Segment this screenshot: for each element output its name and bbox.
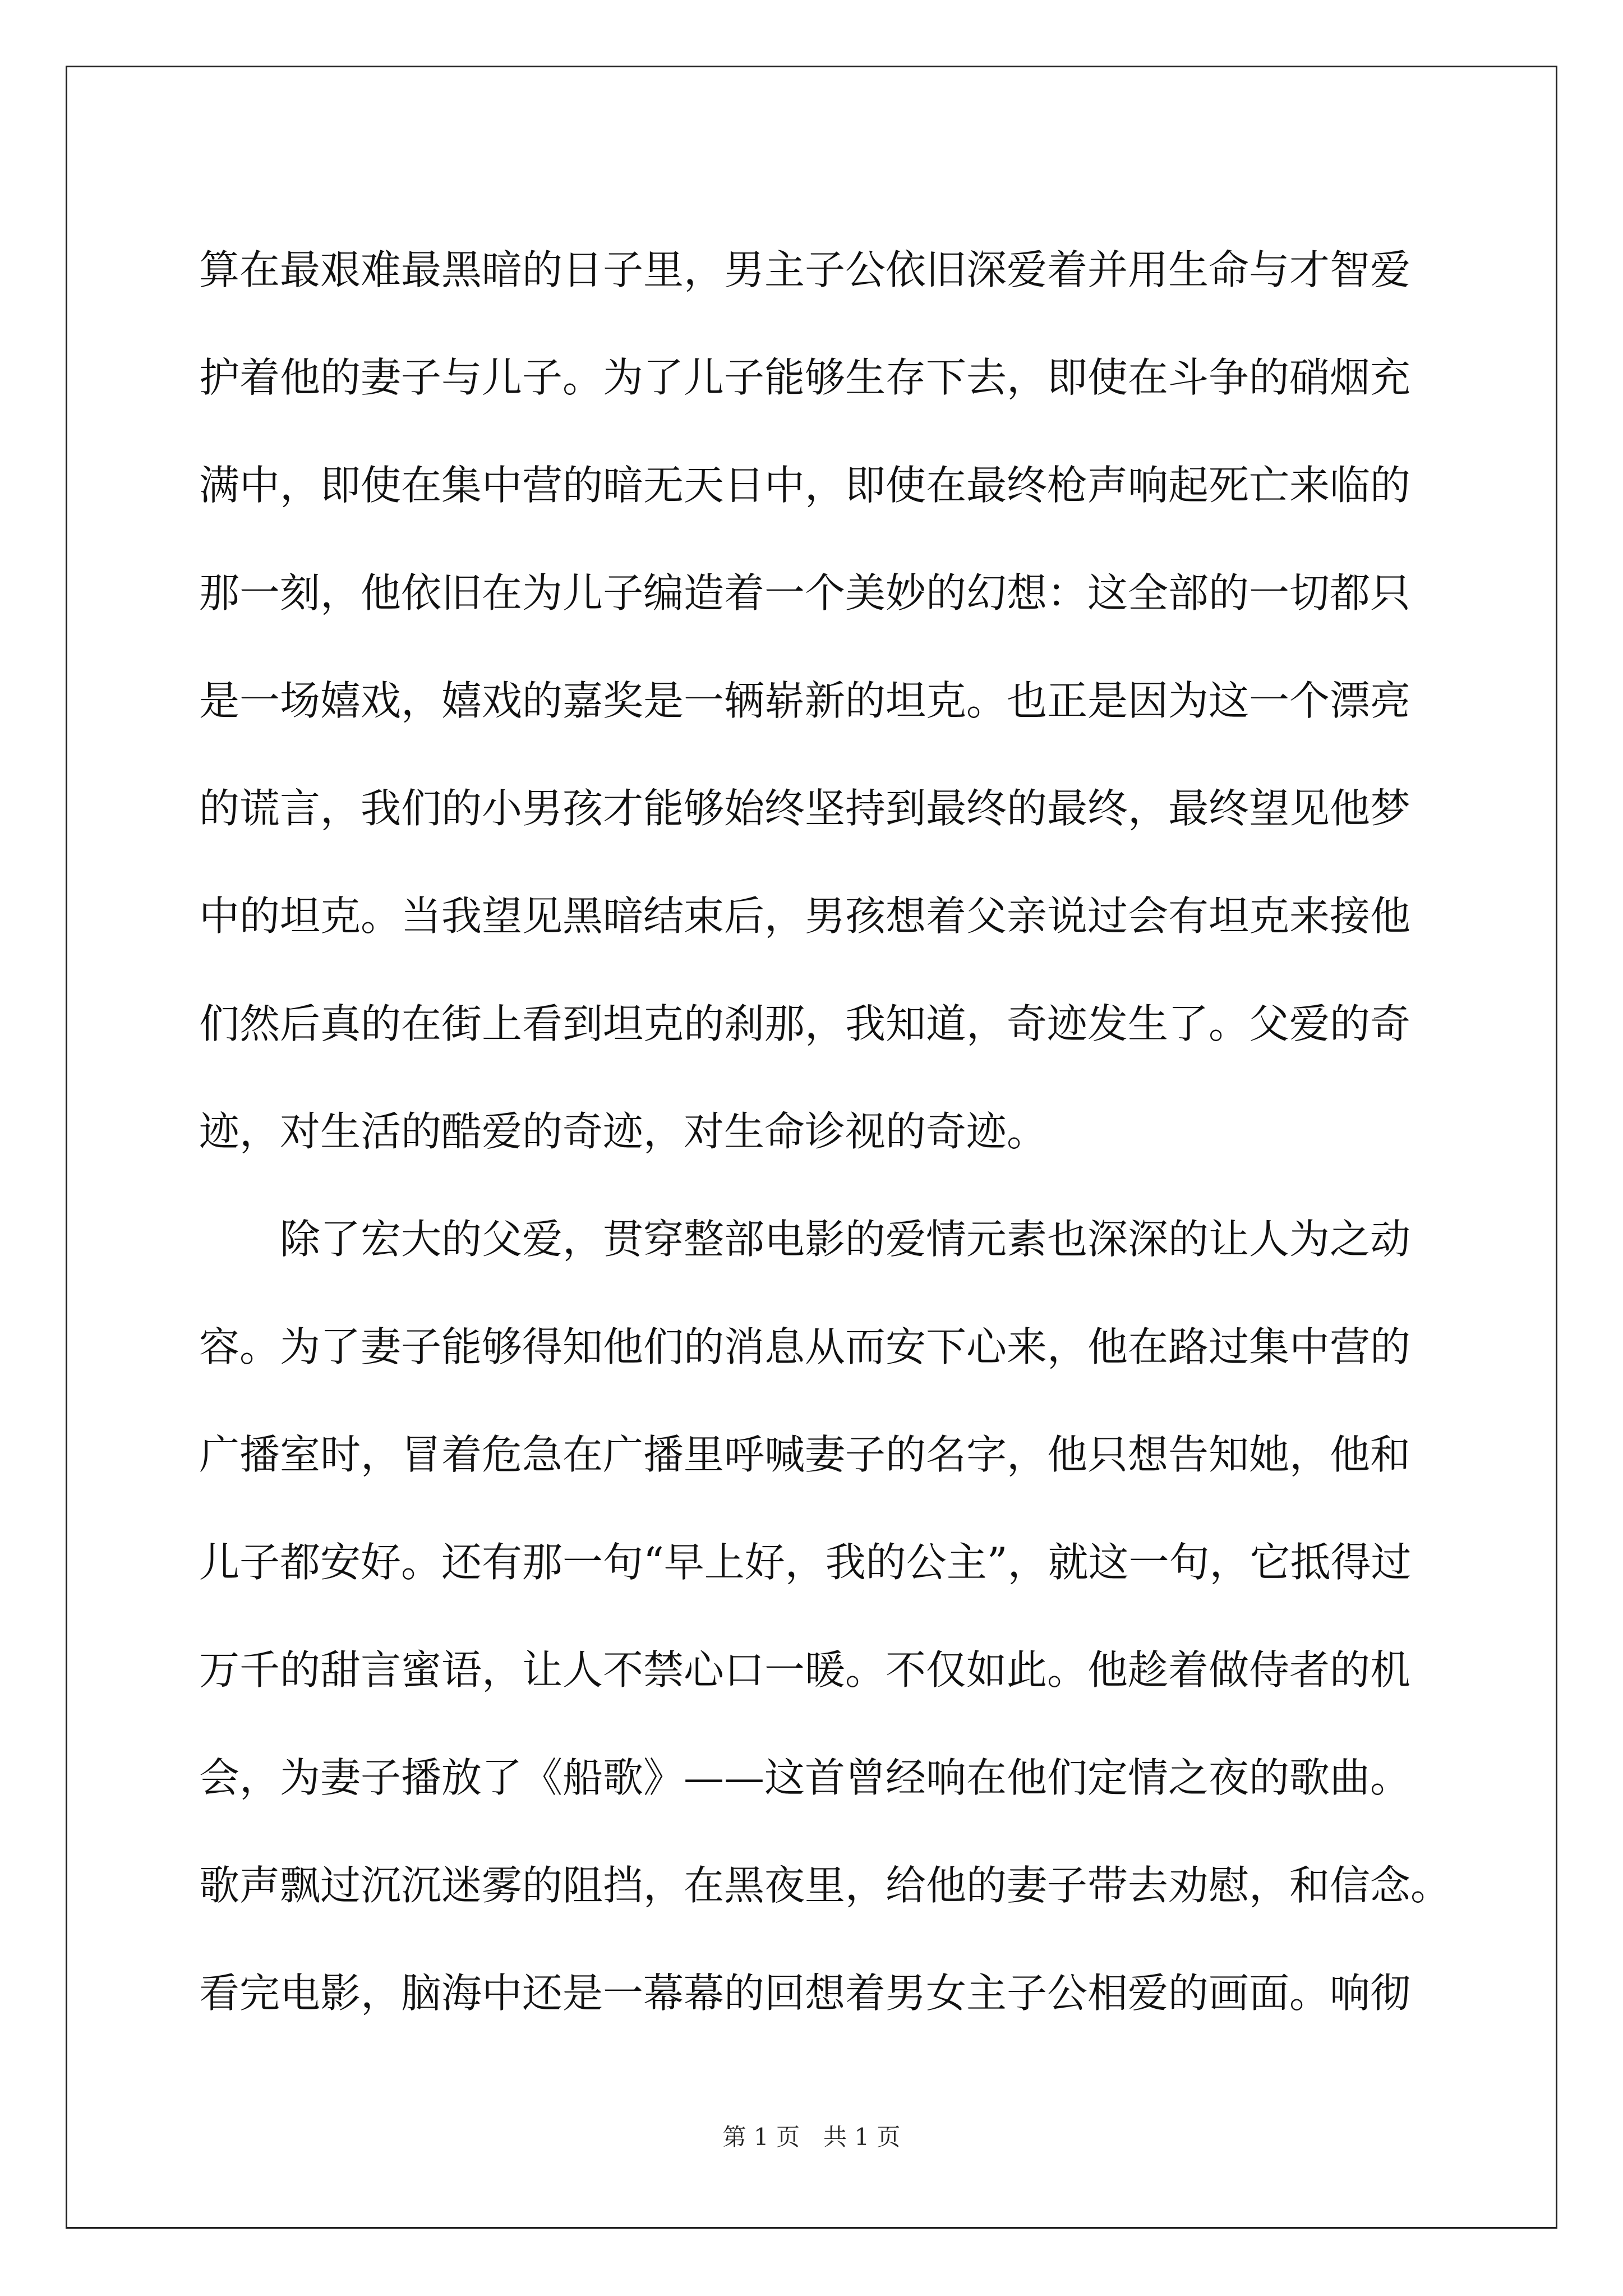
text-line: 看完电影，脑海中还是一幕幕的回想着男女主子公相爱的画面。响彻: [199, 1970, 1411, 2017]
text-line: 那一刻，他依旧在为儿子编造着一个美妙的幻想：这全部的一切都只: [199, 569, 1411, 616]
text-line: 的谎言，我们的小男孩才能够始终坚持到最终的最终，最终望见他梦: [199, 785, 1411, 832]
text-line: 是一场嬉戏，嬉戏的嘉奖是一辆崭新的坦克。也正是因为这一个漂亮: [199, 677, 1411, 724]
text-line: 歌声飘过沉沉迷雾的阻挡，在黑夜里，给他的妻子带去劝慰，和信念。: [199, 1862, 1451, 1909]
text-line: 儿子都安好。还有那一句“早上好，我的公主”，就这一句，它抵得过: [199, 1539, 1412, 1586]
text-line: 广播室时，冒着危急在广播里呼喊妻子的名字，他只想告知她，他和: [199, 1431, 1411, 1478]
paragraph-first-line: 除了宏大的父爱，贯穿整部电影的爱情元素也深深的让人为之动: [280, 1216, 1411, 1263]
text-line: 会，为妻子播放了《船歌》——这首曾经响在他们定情之夜的歌曲。: [199, 1754, 1411, 1801]
body-text: [199, 216, 1451, 2047]
text-line: 中的坦克。当我望见黑暗结束后，男孩想着父亲说过会有坦克来接他: [199, 892, 1411, 940]
page-footer: 第 1 页 共 1 页: [722, 2123, 901, 2151]
text-line: 容。为了妻子能够得知他们的消息从而安下心来，他在路过集中营的: [199, 1323, 1411, 1370]
text-line: 迹，对生活的酷爱的奇迹，对生命诊视的奇迹。: [199, 1108, 1048, 1155]
text-line: 万千的甜言蜜语，让人不禁心口一暖。不仅如此。他趁着做侍者的机: [199, 1646, 1411, 1694]
text-line: 满中，即使在集中营的暗无天日中，即使在最终枪声响起死亡来临的: [199, 462, 1411, 509]
text-line: 们然后真的在街上看到坦克的刹那，我知道，奇迹发生了。父爱的奇: [199, 1000, 1411, 1047]
text-line: 护着他的妻子与儿子。为了儿子能够生存下去，即使在斗争的硝烟充: [199, 354, 1411, 401]
text-line: 算在最艰难最黑暗的日子里，男主子公依旧深爱着并用生命与才智爱: [199, 246, 1411, 293]
